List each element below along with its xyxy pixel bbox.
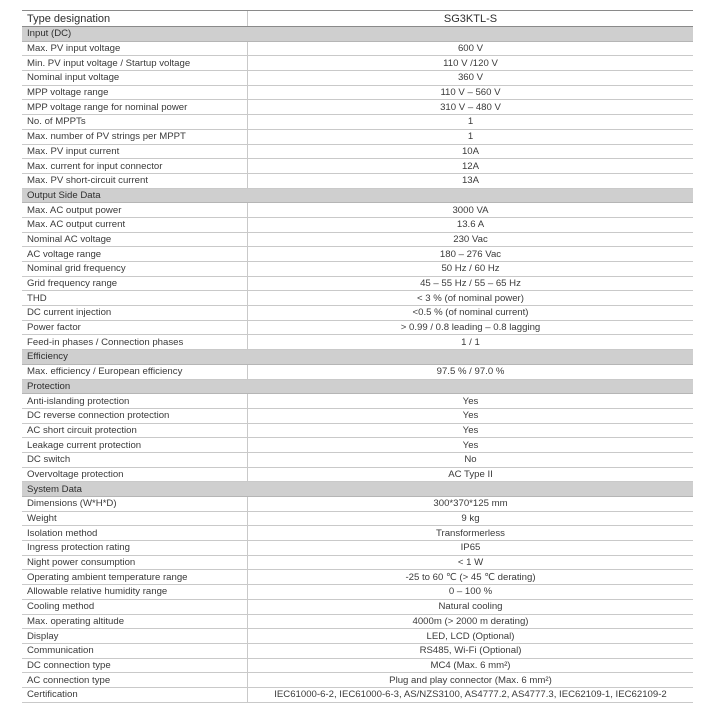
section-header: Efficiency: [22, 350, 693, 365]
spec-value: 12A: [461, 160, 480, 172]
spec-label: Ingress protection rating: [22, 541, 248, 555]
spec-value: 110 V /120 V: [443, 57, 498, 69]
spec-row: [22, 86, 693, 101]
spec-row: [22, 512, 693, 527]
spec-value: 13A: [461, 175, 480, 187]
spec-value: RS485, Wi-Fi (Optional): [419, 645, 522, 657]
spec-label: No. of MPPTs: [22, 115, 248, 129]
spec-label: Dimensions (W*H*D): [22, 497, 248, 511]
type-designation-label: Type designation: [22, 11, 248, 26]
spec-label: Max. number of PV strings per MPPT: [22, 130, 248, 144]
spec-label: MPP voltage range: [22, 86, 248, 100]
spec-value: Yes: [462, 424, 479, 436]
spec-value: 0 – 100 %: [448, 586, 493, 598]
spec-value: LED, LCD (Optional): [426, 630, 515, 642]
spec-label: Max. AC output power: [22, 203, 248, 217]
spec-row: [22, 600, 693, 615]
spec-row: [22, 615, 693, 630]
spec-row: [22, 159, 693, 174]
spec-row: [22, 291, 693, 306]
spec-row: [22, 335, 693, 350]
spec-label: MPP voltage range for nominal power: [22, 100, 248, 114]
spec-row: [22, 42, 693, 57]
spec-label: THD: [22, 291, 248, 305]
spec-label: DC connection type: [22, 659, 248, 673]
table-header: [22, 10, 693, 27]
spec-label: Max. operating altitude: [22, 615, 248, 629]
spec-value: IP65: [460, 542, 481, 554]
spec-row: [22, 526, 693, 541]
spec-value: Yes: [462, 410, 479, 422]
spec-row: [22, 644, 693, 659]
spec-row: [22, 541, 693, 556]
spec-value: Yes: [462, 439, 479, 451]
spec-row: [22, 453, 693, 468]
spec-value: 13.6 A: [456, 219, 485, 231]
spec-row: [22, 56, 693, 71]
spec-row: [22, 218, 693, 233]
spec-value: < 3 % (of nominal power): [417, 292, 524, 304]
spec-value: 4000m (> 2000 m derating): [412, 615, 529, 627]
spec-row: [22, 277, 693, 292]
spec-value: 1: [467, 131, 474, 143]
spec-value: Natural cooling: [438, 601, 503, 613]
section-header: Output Side Data: [22, 189, 693, 204]
spec-row: [22, 570, 693, 585]
spec-row: [22, 100, 693, 115]
spec-value: 310 V – 480 V: [440, 101, 501, 113]
spec-row: [22, 233, 693, 248]
spec-value: AC Type II: [448, 468, 493, 480]
spec-row: [22, 306, 693, 321]
spec-value: 50 Hz / 60 Hz: [441, 263, 500, 275]
spec-row: [22, 438, 693, 453]
spec-label: Overvoltage protection: [22, 468, 248, 482]
spec-row: [22, 468, 693, 483]
spec-label: Certification: [22, 688, 248, 702]
spec-value: -25 to 60 ℃ (> 45 ℃ derating): [405, 571, 536, 583]
spec-label: Nominal AC voltage: [22, 233, 248, 247]
spec-label: DC switch: [22, 453, 248, 467]
spec-value: > 0.99 / 0.8 leading – 0.8 lagging: [400, 322, 541, 334]
spec-label: Max. PV short-circuit current: [22, 174, 248, 188]
section-header: Input (DC): [22, 27, 693, 42]
spec-row: [22, 585, 693, 600]
spec-label: Max. current for input connector: [22, 159, 248, 173]
spec-value: 600 V: [457, 43, 484, 55]
spec-label: Weight: [22, 512, 248, 526]
spec-value: Transformerless: [436, 527, 505, 539]
spec-value: Yes: [462, 395, 479, 407]
spec-label: Communication: [22, 644, 248, 658]
spec-row: [22, 247, 693, 262]
spec-value: 180 – 276 Vac: [439, 248, 502, 260]
spec-label: Leakage current protection: [22, 438, 248, 452]
spec-label: Max. PV input current: [22, 145, 248, 159]
spec-row: [22, 497, 693, 512]
spec-label: Max. AC output current: [22, 218, 248, 232]
spec-row: [22, 629, 693, 644]
spec-label: Nominal grid frequency: [22, 262, 248, 276]
spec-label: Anti-islanding protection: [22, 394, 248, 408]
spec-label: Max. PV input voltage: [22, 42, 248, 56]
spec-value: 3000 VA: [452, 204, 489, 216]
spec-row: [22, 203, 693, 218]
spec-value: < 1 W: [457, 557, 484, 569]
spec-label: Max. efficiency / European efficiency: [22, 365, 248, 379]
spec-row: [22, 673, 693, 688]
spec-table: [22, 10, 693, 703]
spec-value: 360 V: [457, 72, 484, 84]
spec-row: [22, 71, 693, 86]
spec-label: AC voltage range: [22, 247, 248, 261]
spec-row: [22, 365, 693, 380]
spec-label: DC reverse connection protection: [22, 409, 248, 423]
spec-value: 300*370*125 mm: [433, 498, 508, 510]
spec-value: MC4 (Max. 6 mm²): [430, 659, 511, 671]
spec-label: Isolation method: [22, 526, 248, 540]
spec-value: 1 / 1: [461, 336, 480, 348]
spec-row: [22, 321, 693, 336]
spec-label: Night power consumption: [22, 556, 248, 570]
spec-label: Nominal input voltage: [22, 71, 248, 85]
spec-label: Display: [22, 629, 248, 643]
spec-row: [22, 659, 693, 674]
section-header: Protection: [22, 380, 693, 395]
section-header: System Data: [22, 482, 693, 497]
spec-row: [22, 145, 693, 160]
spec-label: AC short circuit protection: [22, 424, 248, 438]
spec-label: Operating ambient temperature range: [22, 570, 248, 584]
spec-row: [22, 556, 693, 571]
spec-label: AC connection type: [22, 673, 248, 687]
spec-value: 45 – 55 Hz / 55 – 65 Hz: [420, 278, 521, 290]
spec-value: 1: [467, 116, 474, 128]
spec-label: Cooling method: [22, 600, 248, 614]
spec-value: No: [464, 454, 477, 466]
spec-value: 9 kg: [461, 513, 480, 525]
model-name: SG3KTL-S: [443, 12, 498, 25]
spec-row: [22, 130, 693, 145]
spec-value: IEC61000-6-2, IEC61000-6-3, AS/NZS3100, AS4777.2, AS4777.3, IEC62109-1, IEC62109-2: [274, 689, 667, 701]
spec-label: Grid frequency range: [22, 277, 248, 291]
spec-row: [22, 688, 693, 703]
spec-row: [22, 394, 693, 409]
spec-label: Min. PV input voltage / Startup voltage: [22, 56, 248, 70]
spec-value: Plug and play connector (Max. 6 mm²): [389, 674, 552, 686]
spec-sections: [22, 27, 693, 703]
spec-label: Feed-in phases / Connection phases: [22, 335, 248, 349]
spec-value: 97.5 % / 97.0 %: [436, 366, 505, 378]
spec-row: [22, 424, 693, 439]
spec-value: 110 V – 560 V: [440, 87, 501, 99]
spec-value: 10A: [461, 145, 480, 157]
spec-row: [22, 262, 693, 277]
spec-label: Allowable relative humidity range: [22, 585, 248, 599]
spec-label: DC current injection: [22, 306, 248, 320]
spec-value: <0.5 % (of nominal current): [412, 307, 529, 319]
spec-value: 230 Vac: [453, 233, 488, 245]
spec-label: Power factor: [22, 321, 248, 335]
spec-row: [22, 115, 693, 130]
spec-row: [22, 174, 693, 189]
spec-row: [22, 409, 693, 424]
